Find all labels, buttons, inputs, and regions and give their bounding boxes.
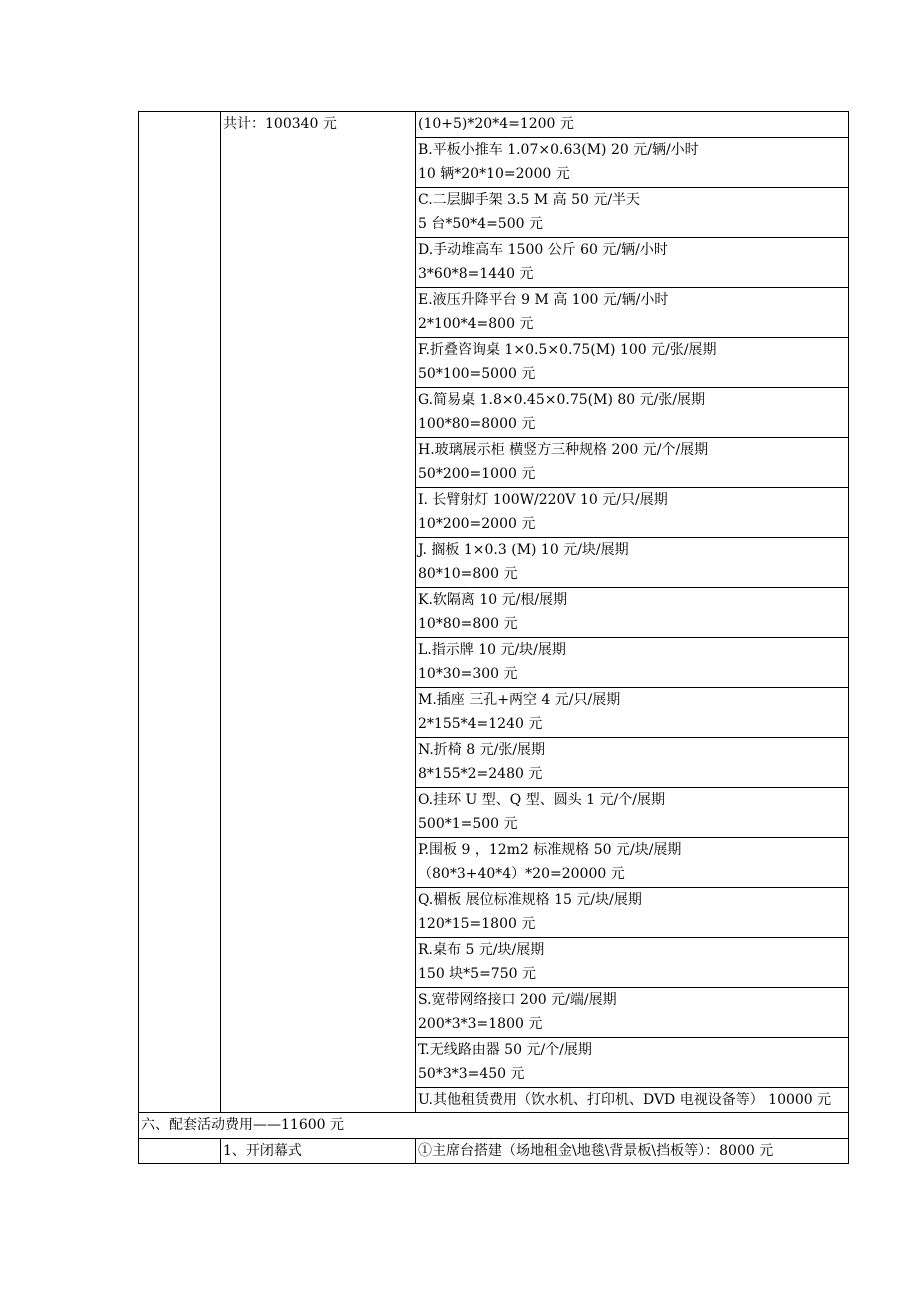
item-calc: 10 辆*20*10=2000 元 xyxy=(418,166,570,182)
item-desc: N.折椅 8 元/张/展期 xyxy=(418,741,546,758)
item-cell xyxy=(416,112,849,138)
item-cell xyxy=(416,137,849,187)
item-calc: （80*3+40*4）*20=20000 元 xyxy=(418,866,625,882)
item-calc: 8*155*2=2480 元 xyxy=(418,766,543,782)
item-cell xyxy=(416,987,849,1037)
item-desc: D.手动堆高车 1500 公斤 60 元/辆/小时 xyxy=(418,241,668,258)
section-title: 六、配套活动费用——11600 元 xyxy=(141,1117,344,1133)
item-calc: 50*100=5000 元 xyxy=(418,366,536,382)
item-desc: L.指示牌 10 元/块/展期 xyxy=(418,641,566,658)
item-desc: R.桌布 5 元/块/展期 xyxy=(418,941,545,958)
item-cell xyxy=(416,1037,849,1087)
item-calc: 2*155*4=1240 元 xyxy=(418,716,543,732)
item-cell xyxy=(416,487,849,537)
item-cell xyxy=(416,737,849,787)
budget-table xyxy=(138,111,849,1164)
item-cell xyxy=(416,587,849,637)
sub-item-label: 1、开闭幕式 xyxy=(223,1142,302,1159)
item-cell xyxy=(416,337,849,387)
item-desc: G.简易桌 1.8×0.45×0.75(M) 80 元/张/展期 xyxy=(418,391,706,408)
item-cell xyxy=(416,1087,849,1113)
item-desc: I. 长臂射灯 100W/220V 10 元/只/展期 xyxy=(418,491,668,508)
item-desc: S.宽带网络接口 200 元/端/展期 xyxy=(418,991,617,1008)
item-calc: 50*3*3=450 元 xyxy=(418,1066,525,1082)
item-calc: 150 块*5=750 元 xyxy=(418,966,536,982)
rental-total: 共计：100340 元 xyxy=(223,116,337,132)
blank-category-cell xyxy=(139,1138,221,1164)
item-desc: E.液压升降平台 9 M 高 100 元/辆/小时 xyxy=(418,291,669,308)
item-cell xyxy=(416,537,849,587)
item-calc: 50*200=1000 元 xyxy=(418,466,536,482)
rental-section xyxy=(139,112,849,1113)
section-6 xyxy=(139,1113,849,1164)
item-desc: F.折叠咨询桌 1×0.5×0.75(M) 100 元/张/展期 xyxy=(418,341,717,358)
item-desc: B.平板小推车 1.07×0.63(M) 20 元/辆/小时 xyxy=(418,141,699,158)
item-cell xyxy=(416,687,849,737)
item-calc: 2*100*4=800 元 xyxy=(418,316,534,332)
item-calc: 10*80=800 元 xyxy=(418,616,518,632)
item-desc: C.二层脚手架 3.5 M 高 50 元/半天 xyxy=(418,191,641,208)
section-heading-cell xyxy=(139,1113,849,1139)
item-cell xyxy=(416,937,849,987)
item-cell xyxy=(416,837,849,887)
item-calc: (10+5)*20*4=1200 元 xyxy=(418,116,574,132)
item-desc: J. 搁板 1×0.3 (M) 10 元/块/展期 xyxy=(418,541,629,558)
item-calc: 100*80=8000 元 xyxy=(418,416,536,432)
item-desc: H.玻璃展示柜 横竖方三种规格 200 元/个/展期 xyxy=(418,441,709,458)
item-cell xyxy=(416,437,849,487)
item-calc: 120*15=1800 元 xyxy=(418,916,536,932)
item-desc: Q.楣板 展位标准规格 15 元/块/展期 xyxy=(418,891,642,908)
table-row xyxy=(139,1113,849,1139)
item-calc: 10*30=300 元 xyxy=(418,666,518,682)
item-desc: P.围板 9 ，12m2 标准规格 50 元/块/展期 xyxy=(418,841,682,858)
item-calc: 5 台*50*4=500 元 xyxy=(418,216,543,232)
item-desc: T.无线路由器 50 元/个/展期 xyxy=(418,1041,592,1058)
item-desc: O.挂环 U 型、Q 型、圆头 1 元/个/展期 xyxy=(418,791,665,808)
sub-item-detail-cell xyxy=(416,1138,849,1164)
item-cell xyxy=(416,187,849,237)
rental-total-cell xyxy=(221,112,416,1113)
item-calc: 500*1=500 元 xyxy=(418,816,518,832)
item-desc: U.其他租赁费用（饮水机、打印机、DVD 电视设备等） 10000 元 xyxy=(418,1091,832,1108)
item-cell xyxy=(416,887,849,937)
item-cell xyxy=(416,237,849,287)
item-calc: 200*3*3=1800 元 xyxy=(418,1016,543,1032)
item-calc: 10*200=2000 元 xyxy=(418,516,536,532)
table-row xyxy=(139,1138,849,1164)
table-row xyxy=(139,112,849,138)
item-cell xyxy=(416,787,849,837)
sub-item-label-cell xyxy=(221,1138,416,1164)
item-cell xyxy=(416,387,849,437)
sub-item-detail: ①主席台搭建（场地租金\地毯\背景板\挡板等）：8000 元 xyxy=(418,1142,774,1159)
item-cell xyxy=(416,637,849,687)
item-calc: 3*60*8=1440 元 xyxy=(418,266,534,282)
item-desc: K.软隔离 10 元/根/展期 xyxy=(418,591,568,608)
blank-category-cell xyxy=(139,112,221,1113)
item-calc: 80*10=800 元 xyxy=(418,566,518,582)
item-cell xyxy=(416,287,849,337)
item-desc: M.插座 三孔+两空 4 元/只/展期 xyxy=(418,691,621,708)
